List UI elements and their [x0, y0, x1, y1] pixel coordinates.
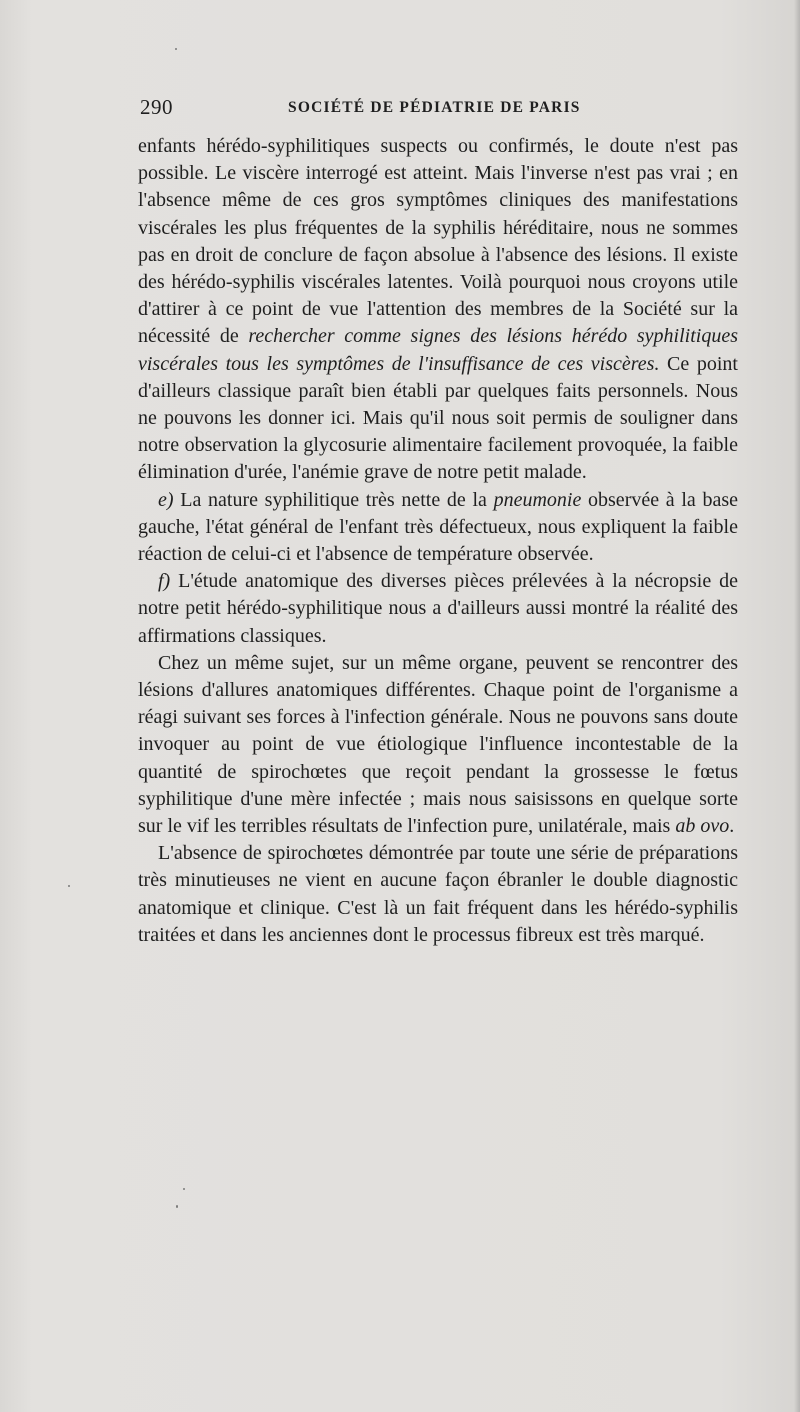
running-title: SOCIÉTÉ DE PÉDIATRIE DE PARIS: [288, 99, 581, 116]
scan-speck: [183, 1188, 185, 1190]
body-text: [138, 133, 738, 949]
page-header: [140, 95, 740, 125]
italic-segment: ab ovo: [675, 815, 730, 838]
list-marker: e): [158, 488, 174, 511]
page-number: 290: [140, 95, 173, 119]
italic-segment: pneumonie: [493, 488, 582, 511]
text-segment: observée à la base gauche, l'état général de l'enfant très défectueux, nous expliquent la faible réaction de celui-ci et l'absence de température observée.: [138, 488, 738, 566]
paragraph-1: [138, 133, 738, 487]
paragraph-e: [138, 487, 738, 569]
scan-speck: [176, 1205, 178, 1208]
text-segment: .: [729, 815, 735, 838]
text-segment: L'absence de spirochœtes démontrée par toute une série de préparations très minutieuses ne vient en aucune façon ébranler le double diagnostic anatomique et clinique. C'est là un fait fréquent dans les hérédo-syphilis traitées et dans les anciennes dont le processus fibreux est très marqué.: [138, 842, 738, 946]
text-segment: Ce point d'ailleurs classique paraît bien établi par quelques faits personnels. Nous ne pouvons les donner ici. Mais qu'il nous soit permis de souligner dans notre observation la glycosurie alimentaire facilement provoquée, la faible élimination d'urée, l'anémie grave de notre petit malade.: [138, 352, 738, 484]
text-segment: Chez un même sujet, sur un même organe, peuvent se rencontrer des lésions d'allures anatomiques différentes. Chaque point de l'organisme a réagi suivant ses forces à l'infection générale. Nous ne pouvons sans doute invoquer au point de vue étiologique l'influence incontestable de la quantité de spirochœtes que reçoit pendant la grossesse le fœtus syphilitique d'une mère infectée ; mais nous saisissons en quelque sorte sur le vif les terribles résultats de l'infection pure, unilatérale, mais: [138, 651, 738, 838]
text-segment: La nature syphilitique très nette de la: [173, 488, 494, 511]
italic-segment: rechercher comme signes des lésions hérédo syphilitiques viscérales tous les symptômes de l'insuffisance de ces viscères.: [138, 325, 738, 375]
paragraph-f: [138, 568, 738, 650]
paragraph-4: [138, 650, 738, 840]
list-marker: f): [158, 570, 171, 593]
scan-speck: [68, 885, 70, 887]
text-segment: enfants hérédo-syphilitiques suspects ou confirmés, le doute n'est pas possible. Le viscère interrogé est atteint. Mais l'inverse n'est pas vrai ; en l'absence même de ces gros symptômes cliniques des manifestations viscérales les plus fréquentes de la syphilis héréditaire, nous ne sommes pas en droit de conclure de façon absolue à l'absence des lésions. Il existe des hérédo-syphilis viscérales latentes. Voilà pourquoi nous croyons utile d'attirer à ce point de vue l'attention des membres de la Société sur la nécessité de: [138, 135, 738, 348]
page-edge-shadow: [794, 0, 800, 1412]
paragraph-5: [138, 840, 738, 949]
text-segment: L'étude anatomique des diverses pièces prélevées à la nécropsie de notre petit hérédo-syphilitique nous a d'ailleurs aussi montré la réalité des affirmations classiques.: [138, 570, 738, 647]
scan-speck: [175, 48, 177, 50]
